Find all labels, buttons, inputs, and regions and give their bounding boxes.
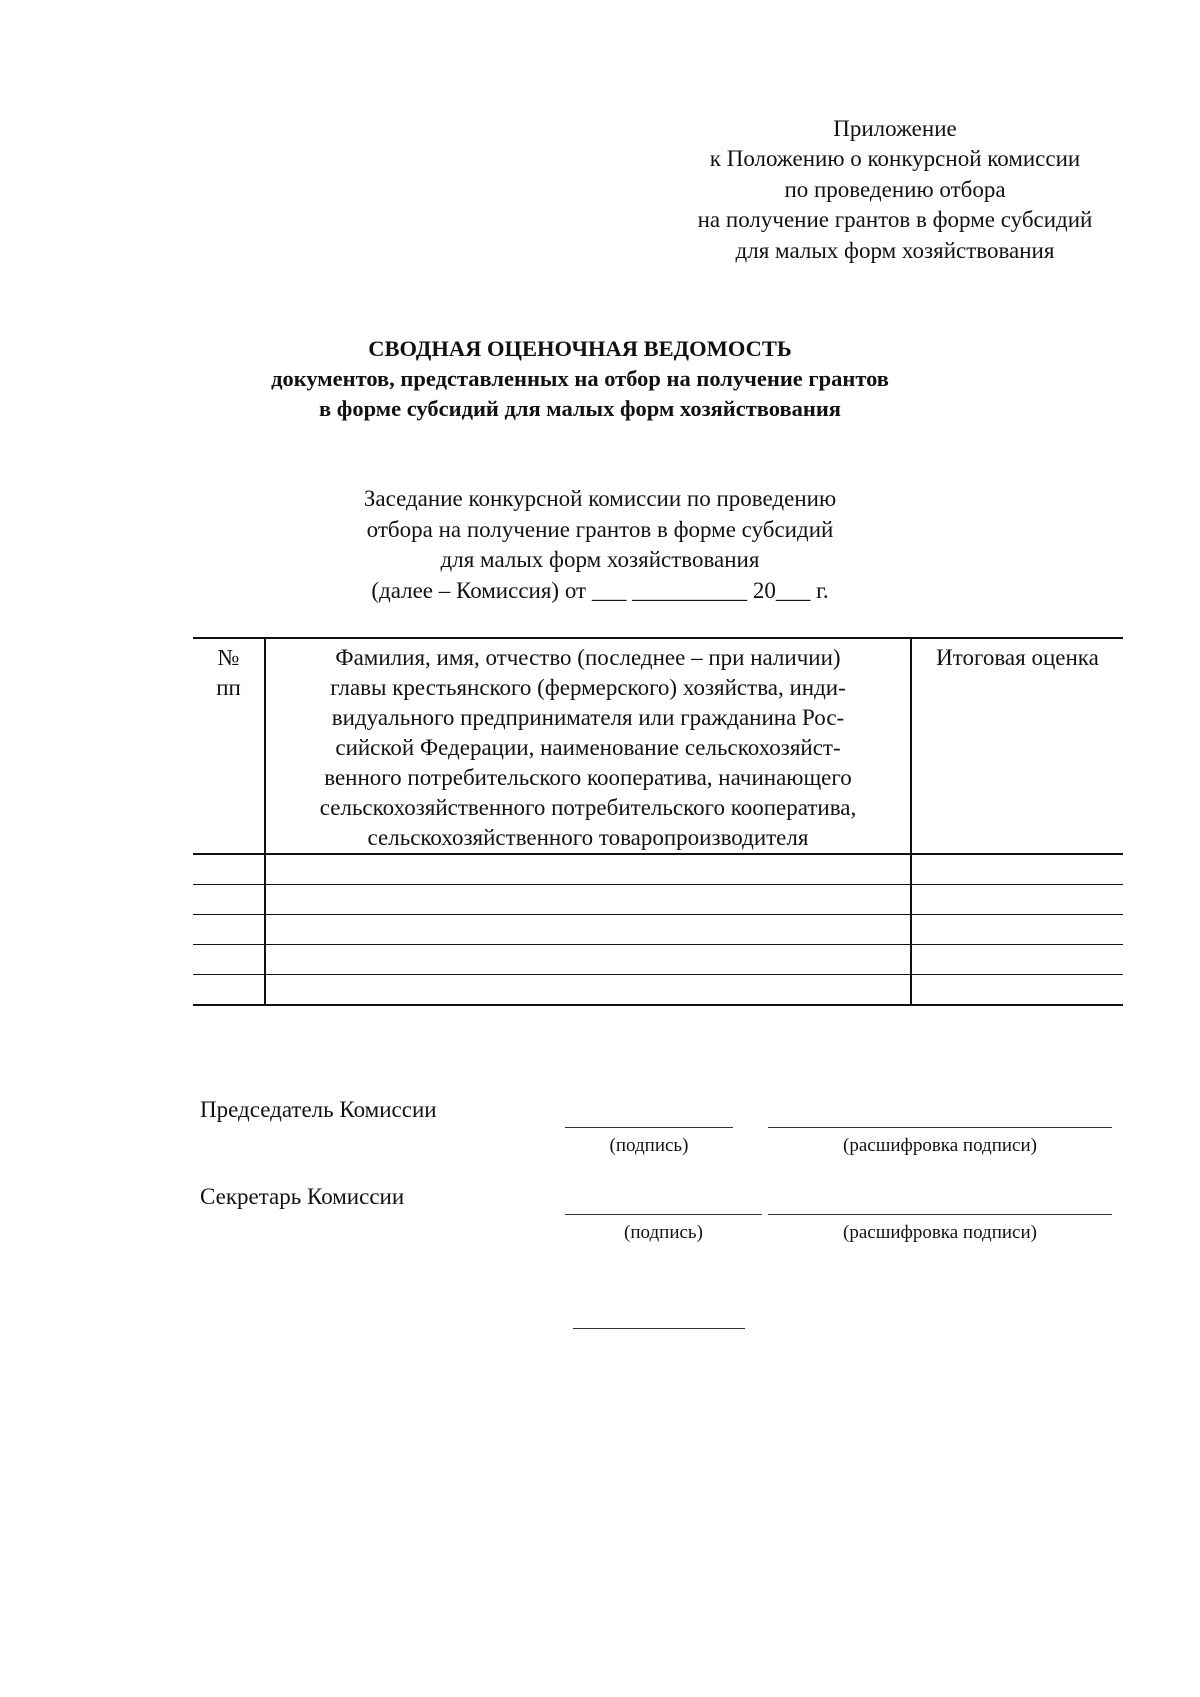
secretary-signature-block <box>0 1184 1200 1264</box>
cell-number[interactable] <box>193 945 265 975</box>
chairman-decoding-line[interactable] <box>768 1127 1112 1128</box>
meeting-date-line: (далее – Комиссия) от ___ __________ 20___ г. <box>371 577 829 603</box>
table-header-row <box>193 638 1123 854</box>
chairman-signature-block <box>0 1097 1200 1177</box>
table-row <box>193 854 1123 885</box>
appendix-line: Приложение <box>833 116 957 141</box>
title-heading: СВОДНАЯ ОЦЕНОЧНАЯ ВЕДОМОСТЬ <box>368 336 792 361</box>
header-name-line: Фамилия, имя, отчество (последнее – при наличии) <box>335 645 841 670</box>
appendix-line: на получение грантов в форме субсидий <box>697 207 1093 233</box>
appendix-line: для малых форм хозяйствования <box>735 237 1055 263</box>
meeting-line: для малых форм хозяйствования <box>440 547 760 572</box>
meeting-info <box>330 484 870 606</box>
meeting-line: Заседание конкурсной комиссии по проведению <box>363 486 837 511</box>
table-row <box>193 945 1123 975</box>
title-subtitle-line: в форме субсидий для малых форм хозяйствования <box>319 396 841 421</box>
secretary-label: Секретарь Комиссии <box>200 1184 405 1209</box>
appendix-line: по проведению отбора <box>784 176 1006 202</box>
chairman-signature-line[interactable] <box>565 1127 733 1128</box>
header-number-line: пп <box>216 675 241 700</box>
cell-score[interactable] <box>911 945 1123 975</box>
cell-name[interactable] <box>265 915 911 945</box>
cell-name[interactable] <box>265 885 911 915</box>
header-name-line: сельскохозяйственного потребительского кооператива, <box>319 795 857 820</box>
signature-caption: (подпись) <box>609 1135 689 1156</box>
cell-number[interactable] <box>193 885 265 915</box>
cell-score[interactable] <box>911 854 1123 885</box>
cell-number[interactable] <box>193 975 265 1006</box>
cell-number[interactable] <box>193 915 265 945</box>
header-number-line: № <box>217 645 240 670</box>
header-name-line: сельскохозяйственного товаропроизводителя <box>367 825 809 850</box>
decoding-caption: (расшифровка подписи) <box>843 1135 1037 1156</box>
secretary-signature-line[interactable] <box>565 1214 762 1215</box>
chairman-label: Председатель Комиссии <box>200 1097 437 1122</box>
header-name <box>265 638 911 854</box>
header-name-line: главы крестьянского (фермерского) хозяйства, инди- <box>330 675 846 700</box>
header-name-line: сийской Федерации, наименование сельскохозяйст- <box>335 735 841 760</box>
appendix-line: к Положению о конкурсной комиссии <box>709 146 1081 172</box>
header-number <box>193 638 265 854</box>
header-name-line: венного потребительского кооператива, начинающего <box>324 765 852 790</box>
cell-score[interactable] <box>911 915 1123 945</box>
document-title <box>160 334 1000 424</box>
appendix-header <box>640 114 1150 266</box>
header-name-line: видуального предпринимателя или гражданина Рос- <box>331 705 845 730</box>
cell-score[interactable] <box>911 975 1123 1006</box>
evaluation-table <box>193 637 1123 1006</box>
cell-name[interactable] <box>265 975 911 1006</box>
cell-name[interactable] <box>265 945 911 975</box>
table-row <box>193 915 1123 945</box>
cell-name[interactable] <box>265 854 911 885</box>
header-score: Итоговая оценка <box>911 638 1123 854</box>
table-row <box>193 885 1123 915</box>
table-row <box>193 975 1123 1006</box>
title-subtitle-line: документов, представленных на отбор на получение грантов <box>271 366 889 391</box>
footer-divider <box>573 1328 745 1329</box>
secretary-decoding-line[interactable] <box>768 1214 1112 1215</box>
signature-caption: (подпись) <box>624 1222 703 1243</box>
meeting-line: отбора на получение грантов в форме субсидий <box>366 516 834 542</box>
decoding-caption: (расшифровка подписи) <box>843 1222 1037 1243</box>
cell-number[interactable] <box>193 854 265 885</box>
cell-score[interactable] <box>911 885 1123 915</box>
